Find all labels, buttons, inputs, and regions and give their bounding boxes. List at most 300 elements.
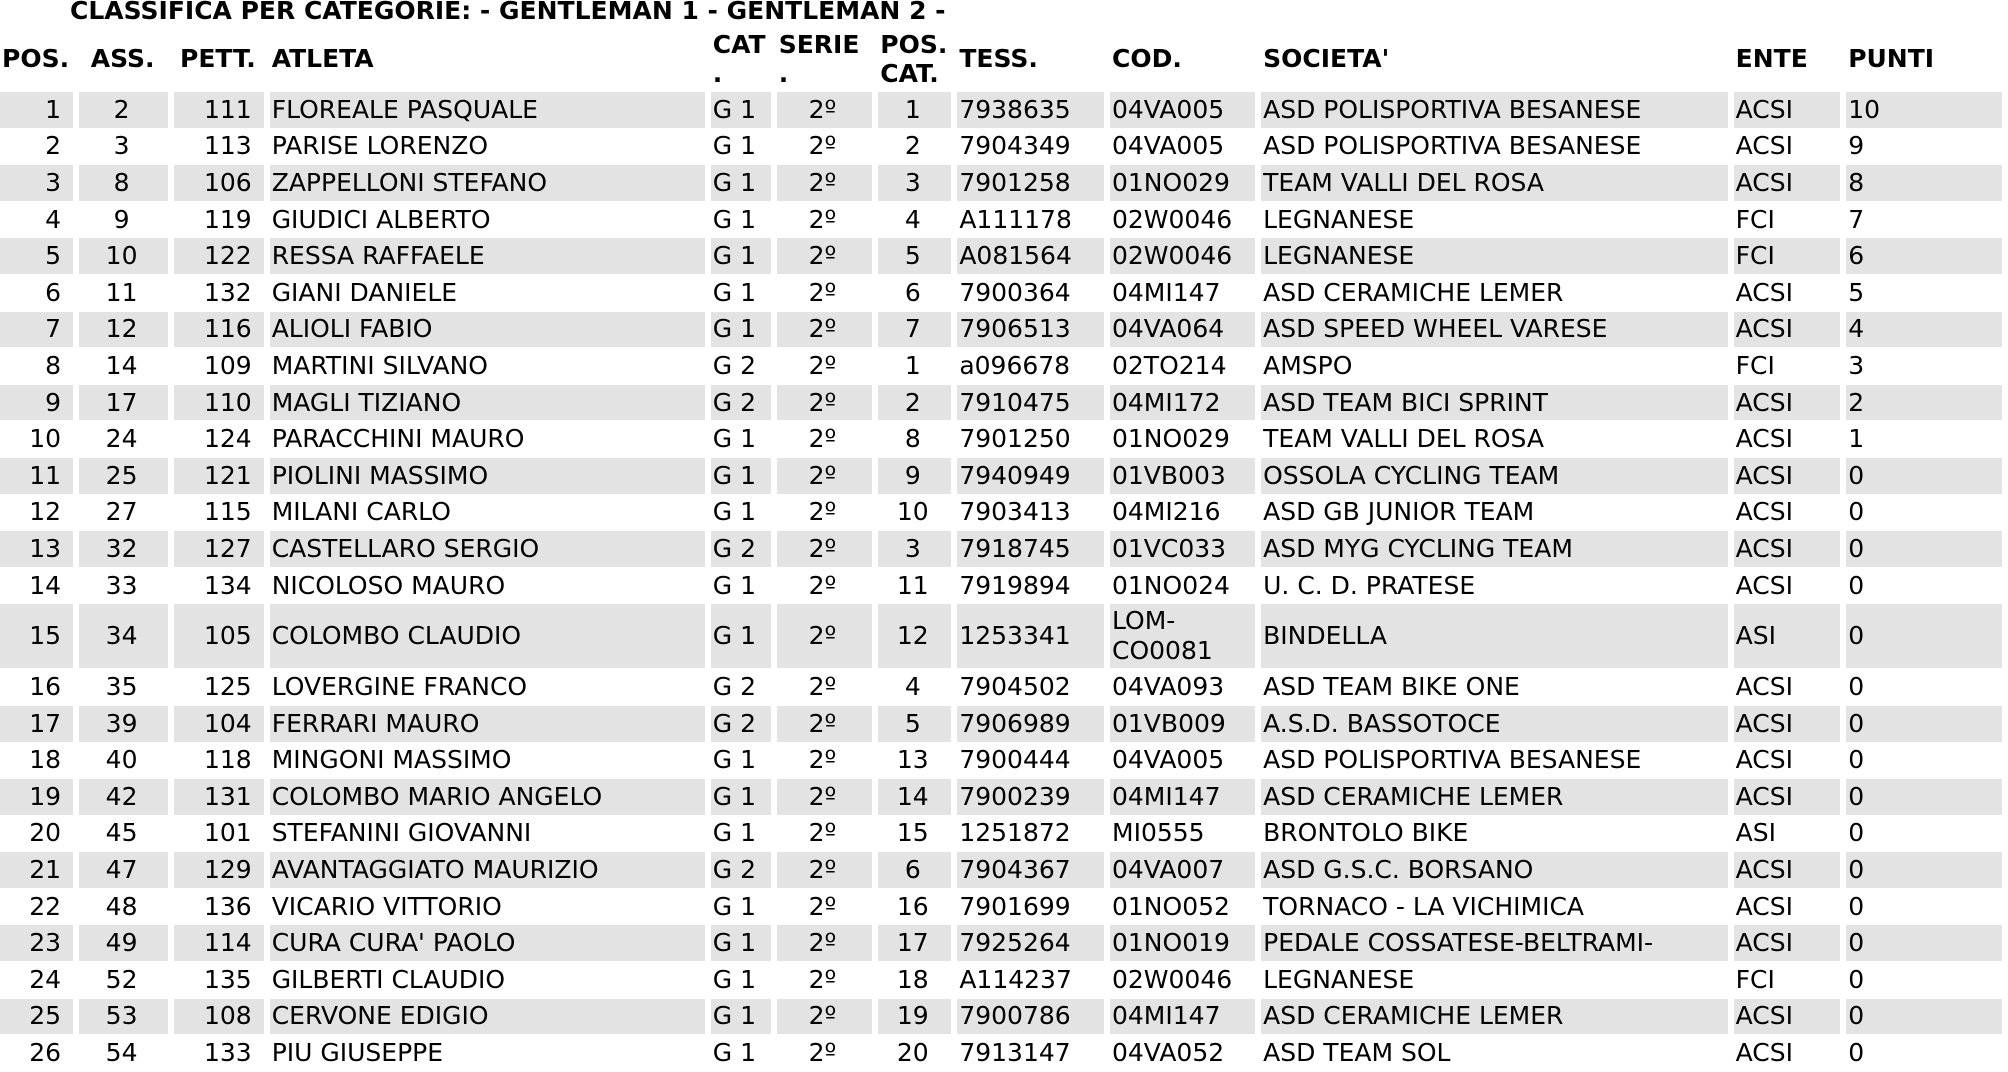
cell-tess: 7925264 bbox=[957, 925, 1104, 962]
cell-poscat: 10 bbox=[878, 495, 951, 532]
cell-cod: 04MI147 bbox=[1110, 999, 1255, 1036]
cell-societa: AMSPO bbox=[1261, 348, 1728, 385]
cell-ente: FCI bbox=[1734, 962, 1841, 999]
cell-atleta: NICOLOSO MAURO bbox=[270, 568, 705, 605]
cell-pett: 108 bbox=[174, 999, 264, 1036]
cell-pos: 1 bbox=[0, 92, 73, 129]
cell-serie: 2º bbox=[777, 568, 873, 605]
cell-punti: 0 bbox=[1846, 743, 2002, 780]
cell-pos: 23 bbox=[0, 925, 73, 962]
cell-tess: 7906989 bbox=[957, 706, 1104, 743]
cell-serie: 2º bbox=[777, 129, 873, 166]
table-row bbox=[0, 816, 2002, 853]
cell-cod: 04VA005 bbox=[1110, 92, 1255, 129]
cell-punti: 4 bbox=[1846, 312, 2002, 349]
cell-cat: G 1 bbox=[711, 568, 771, 605]
cell-cat: G 1 bbox=[711, 238, 771, 275]
cell-ass: 49 bbox=[79, 925, 168, 962]
cell-serie: 2º bbox=[777, 889, 873, 926]
cell-punti: 2 bbox=[1846, 385, 2002, 422]
table-row bbox=[0, 999, 2002, 1036]
cell-poscat: 1 bbox=[878, 348, 951, 385]
cell-cat: G 2 bbox=[711, 706, 771, 743]
cell-tess: 7940949 bbox=[957, 458, 1104, 495]
cell-pett: 132 bbox=[174, 275, 264, 312]
cell-pos: 14 bbox=[0, 568, 73, 605]
table-row bbox=[0, 275, 2002, 312]
column-header-ass: ASS. bbox=[90, 44, 155, 73]
cell-serie: 2º bbox=[777, 779, 873, 816]
cell-tess: 7900239 bbox=[957, 779, 1104, 816]
cell-societa: ASD CERAMICHE LEMER bbox=[1261, 999, 1728, 1036]
cell-serie: 2º bbox=[777, 1035, 873, 1072]
cell-ente: ACSI bbox=[1734, 779, 1841, 816]
cell-pos: 15 bbox=[0, 604, 73, 669]
cell-atleta: CURA CURA' PAOLO bbox=[270, 925, 705, 962]
cell-societa: ASD TEAM BIKE ONE bbox=[1261, 669, 1728, 706]
cell-pos: 13 bbox=[0, 531, 73, 568]
cell-atleta: ALIOLI FABIO bbox=[270, 312, 705, 349]
cell-cat: G 2 bbox=[711, 348, 771, 385]
cell-pett: 129 bbox=[174, 852, 264, 889]
page-title: CLASSIFICA PER CATEGORIE: - GENTLEMAN 1 - GENTLEMAN 2 - bbox=[70, 0, 946, 25]
cell-punti: 0 bbox=[1846, 568, 2002, 605]
cell-ente: ASI bbox=[1734, 604, 1841, 669]
table-row bbox=[0, 889, 2002, 926]
cell-societa: TEAM VALLI DEL ROSA bbox=[1261, 165, 1728, 202]
cell-pos: 9 bbox=[0, 385, 73, 422]
cell-cod: 04VA005 bbox=[1110, 743, 1255, 780]
cell-cod: 01NO029 bbox=[1110, 165, 1255, 202]
cell-poscat: 2 bbox=[878, 385, 951, 422]
table-row bbox=[0, 165, 2002, 202]
cell-poscat: 1 bbox=[878, 92, 951, 129]
cell-serie: 2º bbox=[777, 92, 873, 129]
cell-poscat: 12 bbox=[878, 604, 951, 669]
table-row bbox=[0, 129, 2002, 166]
cell-punti: 0 bbox=[1846, 779, 2002, 816]
cell-societa: TEAM VALLI DEL ROSA bbox=[1261, 421, 1728, 458]
cell-tess: 7918745 bbox=[957, 531, 1104, 568]
table-row bbox=[0, 925, 2002, 962]
cell-cod: 04MI147 bbox=[1110, 275, 1255, 312]
table-row bbox=[0, 385, 2002, 422]
cell-pett: 101 bbox=[174, 816, 264, 853]
cell-cod: 02W0046 bbox=[1110, 238, 1255, 275]
cell-tess: 7906513 bbox=[957, 312, 1104, 349]
cell-tess: A081564 bbox=[957, 238, 1104, 275]
cell-ass: 2 bbox=[79, 92, 168, 129]
cell-punti: 5 bbox=[1846, 275, 2002, 312]
cell-punti: 0 bbox=[1846, 604, 2002, 669]
cell-punti: 0 bbox=[1846, 495, 2002, 532]
cell-punti: 0 bbox=[1846, 999, 2002, 1036]
cell-ass: 25 bbox=[79, 458, 168, 495]
cell-atleta: PARACCHINI MAURO bbox=[270, 421, 705, 458]
cell-poscat: 3 bbox=[878, 531, 951, 568]
cell-cod: 01VC033 bbox=[1110, 531, 1255, 568]
cell-societa: ASD CERAMICHE LEMER bbox=[1261, 779, 1728, 816]
cell-atleta: PIOLINI MASSIMO bbox=[270, 458, 705, 495]
cell-tess: 7900444 bbox=[957, 743, 1104, 780]
cell-cod: 04VA064 bbox=[1110, 312, 1255, 349]
table-row bbox=[0, 495, 2002, 532]
cell-societa: ASD TEAM BICI SPRINT bbox=[1261, 385, 1728, 422]
cell-serie: 2º bbox=[777, 852, 873, 889]
cell-poscat: 13 bbox=[878, 743, 951, 780]
cell-cod: MI0555 bbox=[1110, 816, 1255, 853]
cell-poscat: 19 bbox=[878, 999, 951, 1036]
cell-atleta: ZAPPELLONI STEFANO bbox=[270, 165, 705, 202]
cell-societa: LEGNANESE bbox=[1261, 962, 1728, 999]
cell-tess: 7901699 bbox=[957, 889, 1104, 926]
cell-ente: ACSI bbox=[1734, 706, 1841, 743]
cell-atleta: CASTELLARO SERGIO bbox=[270, 531, 705, 568]
cell-atleta: MAGLI TIZIANO bbox=[270, 385, 705, 422]
cell-punti: 6 bbox=[1846, 238, 2002, 275]
cell-societa: A.S.D. BASSOTOCE bbox=[1261, 706, 1728, 743]
cell-poscat: 3 bbox=[878, 165, 951, 202]
cell-atleta: VICARIO VITTORIO bbox=[270, 889, 705, 926]
column-header-pett: PETT. bbox=[180, 44, 256, 73]
table-row bbox=[0, 669, 2002, 706]
cell-ass: 34 bbox=[79, 604, 168, 669]
cell-pos: 10 bbox=[0, 421, 73, 458]
cell-pos: 5 bbox=[0, 238, 73, 275]
cell-cat: G 1 bbox=[711, 165, 771, 202]
cell-ente: ACSI bbox=[1734, 889, 1841, 926]
cell-ass: 45 bbox=[79, 816, 168, 853]
cell-pos: 26 bbox=[0, 1035, 73, 1072]
cell-cat: G 1 bbox=[711, 962, 771, 999]
cell-poscat: 6 bbox=[878, 852, 951, 889]
cell-pos: 20 bbox=[0, 816, 73, 853]
cell-cod: 02W0046 bbox=[1110, 962, 1255, 999]
cell-punti: 10 bbox=[1846, 92, 2002, 129]
cell-cod: 02W0046 bbox=[1110, 202, 1255, 239]
cell-ass: 39 bbox=[79, 706, 168, 743]
cell-cat: G 1 bbox=[711, 889, 771, 926]
cell-pett: 125 bbox=[174, 669, 264, 706]
column-header-atleta: ATLETA bbox=[271, 44, 374, 73]
cell-ass: 12 bbox=[79, 312, 168, 349]
cell-punti: 0 bbox=[1846, 531, 2002, 568]
cell-serie: 2º bbox=[777, 816, 873, 853]
cell-punti: 0 bbox=[1846, 1035, 2002, 1072]
cell-atleta: GIUDICI ALBERTO bbox=[270, 202, 705, 239]
cell-punti: 0 bbox=[1846, 925, 2002, 962]
cell-pett: 105 bbox=[174, 604, 264, 669]
column-header-poscat-line2: CAT. bbox=[880, 59, 939, 88]
cell-punti: 0 bbox=[1846, 669, 2002, 706]
cell-serie: 2º bbox=[777, 202, 873, 239]
cell-ente: ACSI bbox=[1734, 275, 1841, 312]
cell-cat: G 2 bbox=[711, 852, 771, 889]
column-header-serie-line2: . bbox=[778, 59, 789, 88]
cell-punti: 8 bbox=[1846, 165, 2002, 202]
cell-punti: 3 bbox=[1846, 348, 2002, 385]
cell-cat: G 1 bbox=[711, 999, 771, 1036]
cell-punti: 0 bbox=[1846, 962, 2002, 999]
cell-serie: 2º bbox=[777, 962, 873, 999]
cell-serie: 2º bbox=[777, 275, 873, 312]
cell-tess: A111178 bbox=[957, 202, 1104, 239]
cell-cat: G 1 bbox=[711, 925, 771, 962]
cell-cod: 01NO052 bbox=[1110, 889, 1255, 926]
cell-pett: 119 bbox=[174, 202, 264, 239]
cell-cod: 04VA093 bbox=[1110, 669, 1255, 706]
cell-pos: 8 bbox=[0, 348, 73, 385]
cell-pett: 124 bbox=[174, 421, 264, 458]
table-row bbox=[0, 348, 2002, 385]
cell-cod: 01VB009 bbox=[1110, 706, 1255, 743]
cell-ass: 8 bbox=[79, 165, 168, 202]
cell-tess: 7903413 bbox=[957, 495, 1104, 532]
cell-serie: 2º bbox=[777, 385, 873, 422]
cell-ass: 3 bbox=[79, 129, 168, 166]
cell-societa: ASD POLISPORTIVA BESANESE bbox=[1261, 129, 1728, 166]
table-row bbox=[0, 852, 2002, 889]
column-header-cat-line1: CAT bbox=[712, 30, 766, 59]
cell-societa: BRONTOLO BIKE bbox=[1261, 816, 1728, 853]
cell-cod: 04MI216 bbox=[1110, 495, 1255, 532]
table-row bbox=[0, 92, 2002, 129]
cell-atleta: GILBERTI CLAUDIO bbox=[270, 962, 705, 999]
cell-tess: 7901258 bbox=[957, 165, 1104, 202]
cell-punti: 0 bbox=[1846, 889, 2002, 926]
column-header-poscat-line1: POS. bbox=[880, 30, 948, 59]
cell-pett: 135 bbox=[174, 962, 264, 999]
cell-ente: ACSI bbox=[1734, 852, 1841, 889]
cell-pett: 122 bbox=[174, 238, 264, 275]
cell-cat: G 1 bbox=[711, 604, 771, 669]
cell-tess: 7913147 bbox=[957, 1035, 1104, 1072]
cell-pos: 25 bbox=[0, 999, 73, 1036]
column-header-pos: POS. bbox=[2, 44, 70, 73]
cell-tess: 7904502 bbox=[957, 669, 1104, 706]
cell-serie: 2º bbox=[777, 531, 873, 568]
cell-societa: BINDELLA bbox=[1261, 604, 1728, 669]
cell-serie: 2º bbox=[777, 669, 873, 706]
cell-atleta: RESSA RAFFAELE bbox=[270, 238, 705, 275]
cell-cod: 01NO024 bbox=[1110, 568, 1255, 605]
cell-atleta: FERRARI MAURO bbox=[270, 706, 705, 743]
cell-serie: 2º bbox=[777, 238, 873, 275]
cell-pos: 12 bbox=[0, 495, 73, 532]
cell-atleta: COLOMBO MARIO ANGELO bbox=[270, 779, 705, 816]
cell-atleta: GIANI DANIELE bbox=[270, 275, 705, 312]
table-row bbox=[0, 458, 2002, 495]
cell-atleta: PIU GIUSEPPE bbox=[270, 1035, 705, 1072]
cell-societa: ASD CERAMICHE LEMER bbox=[1261, 275, 1728, 312]
cell-cat: G 1 bbox=[711, 743, 771, 780]
cell-pett: 115 bbox=[174, 495, 264, 532]
table-row bbox=[0, 531, 2002, 568]
cell-cat: G 1 bbox=[711, 421, 771, 458]
cell-ass: 52 bbox=[79, 962, 168, 999]
cell-atleta: STEFANINI GIOVANNI bbox=[270, 816, 705, 853]
cell-ass: 9 bbox=[79, 202, 168, 239]
column-header-punti: PUNTI bbox=[1848, 44, 1935, 73]
cell-cod: 04VA052 bbox=[1110, 1035, 1255, 1072]
cell-serie: 2º bbox=[777, 458, 873, 495]
cell-punti: 1 bbox=[1846, 421, 2002, 458]
cell-atleta: MARTINI SILVANO bbox=[270, 348, 705, 385]
cell-pett: 114 bbox=[174, 925, 264, 962]
cell-cat: G 2 bbox=[711, 531, 771, 568]
cell-pett: 118 bbox=[174, 743, 264, 780]
cell-atleta: LOVERGINE FRANCO bbox=[270, 669, 705, 706]
cell-cod: 01NO019 bbox=[1110, 925, 1255, 962]
cell-ass: 40 bbox=[79, 743, 168, 780]
cell-cat: G 1 bbox=[711, 779, 771, 816]
cell-ass: 11 bbox=[79, 275, 168, 312]
cell-tess: 7904367 bbox=[957, 852, 1104, 889]
table-row bbox=[0, 1035, 2002, 1072]
cell-atleta: MINGONI MASSIMO bbox=[270, 743, 705, 780]
table-row bbox=[0, 779, 2002, 816]
cell-pett: 116 bbox=[174, 312, 264, 349]
cell-ass: 24 bbox=[79, 421, 168, 458]
cell-poscat: 4 bbox=[878, 202, 951, 239]
cell-serie: 2º bbox=[777, 925, 873, 962]
cell-tess: 7900364 bbox=[957, 275, 1104, 312]
cell-pos: 24 bbox=[0, 962, 73, 999]
column-header-ente: ENTE bbox=[1735, 44, 1808, 73]
cell-cod: 04MI172 bbox=[1110, 385, 1255, 422]
cell-poscat: 17 bbox=[878, 925, 951, 962]
cell-ass: 48 bbox=[79, 889, 168, 926]
cell-cat: G 1 bbox=[711, 458, 771, 495]
cell-serie: 2º bbox=[777, 495, 873, 532]
cell-atleta: MILANI CARLO bbox=[270, 495, 705, 532]
cell-poscat: 20 bbox=[878, 1035, 951, 1072]
cell-societa: TORNACO - LA VICHIMICA bbox=[1261, 889, 1728, 926]
cell-ente: ACSI bbox=[1734, 531, 1841, 568]
cell-cat: G 1 bbox=[711, 202, 771, 239]
cell-pos: 17 bbox=[0, 706, 73, 743]
cell-ass: 42 bbox=[79, 779, 168, 816]
cell-tess: 7938635 bbox=[957, 92, 1104, 129]
table-row bbox=[0, 202, 2002, 239]
cell-pett: 134 bbox=[174, 568, 264, 605]
cell-serie: 2º bbox=[777, 999, 873, 1036]
cell-cod: 01VB003 bbox=[1110, 458, 1255, 495]
cell-atleta: CERVONE EDIGIO bbox=[270, 999, 705, 1036]
cell-poscat: 4 bbox=[878, 669, 951, 706]
cell-poscat: 16 bbox=[878, 889, 951, 926]
cell-societa: ASD POLISPORTIVA BESANESE bbox=[1261, 743, 1728, 780]
cell-pett: 121 bbox=[174, 458, 264, 495]
cell-pos: 19 bbox=[0, 779, 73, 816]
cell-ente: ACSI bbox=[1734, 1035, 1841, 1072]
cell-ente: ACSI bbox=[1734, 92, 1841, 129]
cell-poscat: 5 bbox=[878, 706, 951, 743]
cell-pett: 131 bbox=[174, 779, 264, 816]
table-row bbox=[0, 568, 2002, 605]
cell-cat: G 1 bbox=[711, 275, 771, 312]
cell-ass: 53 bbox=[79, 999, 168, 1036]
table-row bbox=[0, 312, 2002, 349]
cell-cod: 04VA005 bbox=[1110, 129, 1255, 166]
cell-tess: 7904349 bbox=[957, 129, 1104, 166]
cell-ass: 47 bbox=[79, 852, 168, 889]
cell-ente: ASI bbox=[1734, 816, 1841, 853]
cell-societa: PEDALE COSSATESE-BELTRAMI- bbox=[1261, 925, 1728, 962]
cell-ente: ACSI bbox=[1734, 165, 1841, 202]
cell-cat: G 1 bbox=[711, 816, 771, 853]
table-row bbox=[0, 962, 2002, 999]
table-row bbox=[0, 421, 2002, 458]
cell-tess: 1251872 bbox=[957, 816, 1104, 853]
cell-punti: 0 bbox=[1846, 706, 2002, 743]
cell-cat: G 2 bbox=[711, 385, 771, 422]
cell-pos: 4 bbox=[0, 202, 73, 239]
column-header-tess: TESS. bbox=[959, 44, 1038, 73]
table-row bbox=[0, 743, 2002, 780]
cell-cod: LOM-​CO0081 bbox=[1110, 604, 1255, 669]
cell-pos: 3 bbox=[0, 165, 73, 202]
cell-atleta: AVANTAGGIATO MAURIZIO bbox=[270, 852, 705, 889]
cell-ass: 27 bbox=[79, 495, 168, 532]
column-header-societa: SOCIETA' bbox=[1263, 44, 1390, 73]
cell-poscat: 7 bbox=[878, 312, 951, 349]
cell-pett: 110 bbox=[174, 385, 264, 422]
cell-pos: 6 bbox=[0, 275, 73, 312]
table-row bbox=[0, 706, 2002, 743]
cell-tess: A114237 bbox=[957, 962, 1104, 999]
cell-ass: 35 bbox=[79, 669, 168, 706]
cell-serie: 2º bbox=[777, 604, 873, 669]
cell-tess: 7910475 bbox=[957, 385, 1104, 422]
cell-ente: ACSI bbox=[1734, 129, 1841, 166]
cell-cod: 02TO214 bbox=[1110, 348, 1255, 385]
column-header-cat bbox=[711, 30, 771, 92]
cell-societa: OSSOLA CYCLING TEAM bbox=[1261, 458, 1728, 495]
cell-ente: FCI bbox=[1734, 238, 1841, 275]
cell-ass: 33 bbox=[79, 568, 168, 605]
cell-pos: 18 bbox=[0, 743, 73, 780]
cell-serie: 2º bbox=[777, 312, 873, 349]
cell-serie: 2º bbox=[777, 743, 873, 780]
cell-pett: 127 bbox=[174, 531, 264, 568]
cell-societa: ASD MYG CYCLING TEAM bbox=[1261, 531, 1728, 568]
cell-poscat: 14 bbox=[878, 779, 951, 816]
cell-ass: 54 bbox=[79, 1035, 168, 1072]
cell-pett: 113 bbox=[174, 129, 264, 166]
cell-serie: 2º bbox=[777, 706, 873, 743]
cell-punti: 0 bbox=[1846, 458, 2002, 495]
cell-societa: LEGNANESE bbox=[1261, 202, 1728, 239]
cell-ente: ACSI bbox=[1734, 568, 1841, 605]
cell-tess: 7901250 bbox=[957, 421, 1104, 458]
cell-poscat: 2 bbox=[878, 129, 951, 166]
cell-pos: 16 bbox=[0, 669, 73, 706]
cell-ass: 32 bbox=[79, 531, 168, 568]
cell-poscat: 18 bbox=[878, 962, 951, 999]
cell-societa: ASD GB JUNIOR TEAM bbox=[1261, 495, 1728, 532]
cell-poscat: 8 bbox=[878, 421, 951, 458]
cell-ente: ACSI bbox=[1734, 458, 1841, 495]
cell-cat: G 1 bbox=[711, 312, 771, 349]
cell-societa: U. C. D. PRATESE bbox=[1261, 568, 1728, 605]
table-row bbox=[0, 238, 2002, 275]
cell-cod: 04MI147 bbox=[1110, 779, 1255, 816]
cell-ass: 17 bbox=[79, 385, 168, 422]
cell-poscat: 15 bbox=[878, 816, 951, 853]
cell-poscat: 9 bbox=[878, 458, 951, 495]
column-header-cod: COD. bbox=[1112, 44, 1182, 73]
